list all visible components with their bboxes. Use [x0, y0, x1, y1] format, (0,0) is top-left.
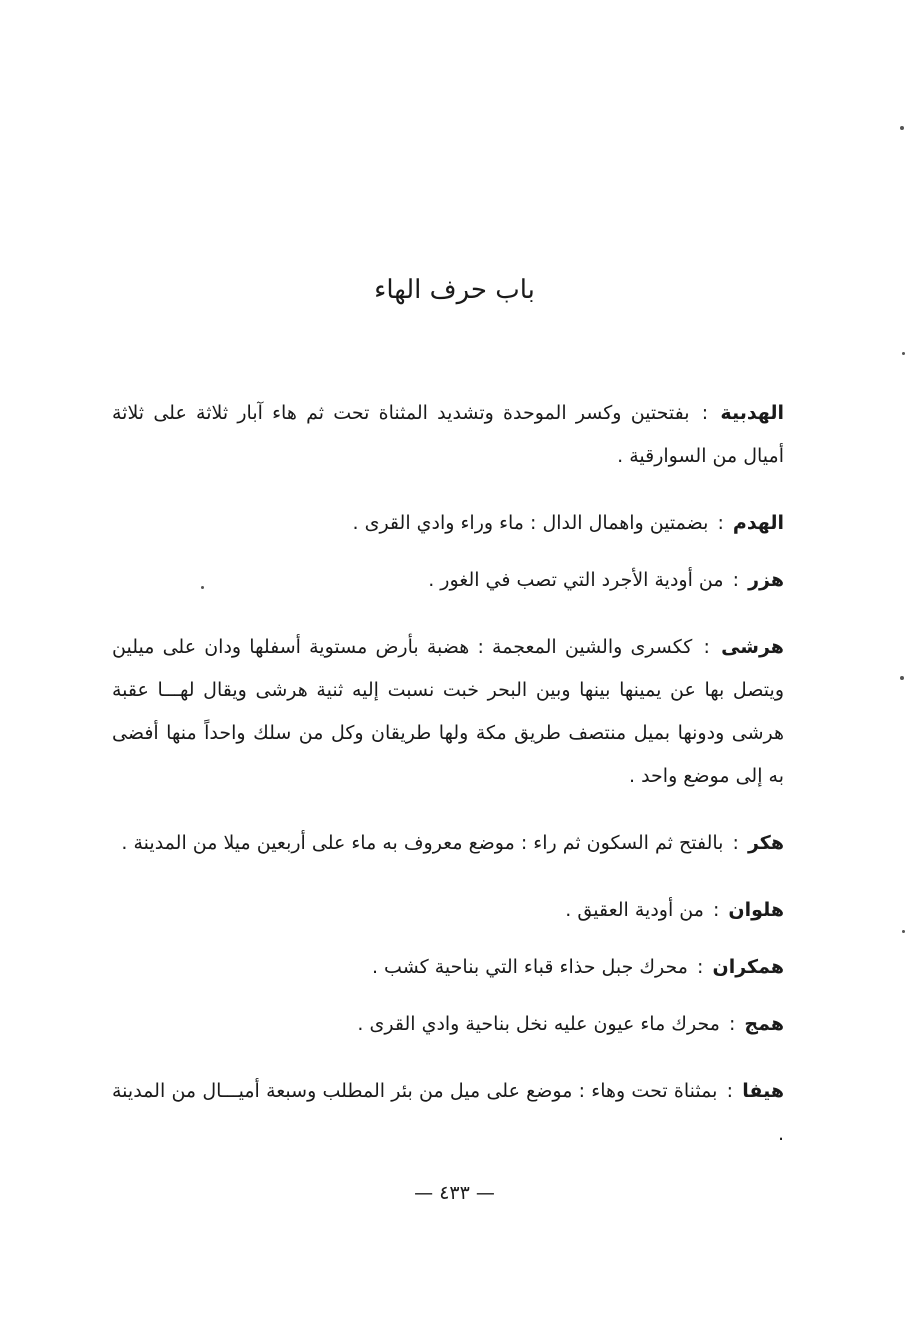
- entry-separator: :: [732, 832, 739, 854]
- entry-al-hudum: [112, 502, 784, 545]
- entry-harsha: [112, 626, 784, 798]
- scan-speck: [900, 126, 904, 130]
- entry-definition: من أودية الأجرد التي تصب في الغور .: [428, 569, 724, 591]
- entry-al-hudbiyya: [112, 392, 784, 478]
- entry-headword: الهدم: [732, 512, 784, 534]
- entry-list: [112, 392, 784, 1180]
- entry-definition: ككسرى والشين المعجمة : هضبة بأرض مستوية أسفلها ودان على ميلين ويتصل بها عن يمينها بينها وبين البحر خبت نسبت إليه ثنية هرشى ويقال لهـــا عقبة هرشى ودونها بميل منتصف طريق مكة ولها طريقان وكل من سلك واحداً منها أفضى به إلى موضع واحد .: [112, 636, 784, 787]
- entry-separator: :: [697, 956, 704, 978]
- entry-hamaj: [112, 1003, 784, 1046]
- entry-hayfa: [112, 1070, 784, 1156]
- entry-definition: من أودية العقيق .: [565, 899, 704, 921]
- entry-headword: الهدبية: [720, 402, 784, 424]
- entry-separator: :: [701, 402, 709, 424]
- entry-separator: :: [717, 512, 724, 534]
- page-number: — ٤٣٣ —: [414, 1182, 495, 1204]
- entry-headword: همكران: [712, 956, 784, 978]
- entry-definition: محرك جبل حذاء قباء التي بناحية كشب .: [371, 956, 688, 978]
- entry-hamkaran: [112, 946, 784, 989]
- entry-separator: :: [726, 1080, 734, 1102]
- entry-headword: هيفا: [742, 1080, 785, 1102]
- entry-separator: :: [703, 636, 710, 658]
- scan-speck: [201, 586, 204, 589]
- entry-separator: :: [712, 899, 720, 921]
- entry-headword: هلوان: [728, 899, 784, 921]
- entry-separator: :: [728, 1013, 736, 1035]
- scan-speck: [900, 676, 904, 680]
- entry-separator: :: [732, 569, 740, 591]
- entry-headword: هزر: [748, 569, 784, 591]
- entry-headword: همج: [744, 1013, 784, 1035]
- entry-hulwan: [112, 889, 784, 932]
- entry-headword: هكر: [747, 832, 784, 854]
- entry-hakr: [112, 822, 784, 865]
- entry-hazr: [112, 559, 784, 602]
- entry-definition: بضمتين واهمال الدال : ماء وراء وادي القرى .: [352, 512, 709, 534]
- entry-definition: محرك ماء عيون عليه نخل بناحية وادي القرى .: [357, 1013, 720, 1035]
- entry-definition: بالفتح ثم السكون ثم راء : موضع معروف به ماء على أربعين ميلا من المدينة .: [121, 832, 724, 854]
- entry-headword: هرشى: [721, 636, 784, 658]
- scan-speck: [902, 352, 905, 355]
- entry-definition: بمثناة تحت وهاء : موضع على ميل من بئر المطلب وسبعة أميـــال من المدينة .: [112, 1080, 784, 1145]
- entry-definition: بفتحتين وكسر الموحدة وتشديد المثناة تحت ثم هاء آبار ثلاثة على ثلاثة أميال من السوارقية .: [112, 402, 784, 467]
- scan-speck: [902, 930, 905, 933]
- chapter-title: باب حرف الهاء: [374, 275, 535, 305]
